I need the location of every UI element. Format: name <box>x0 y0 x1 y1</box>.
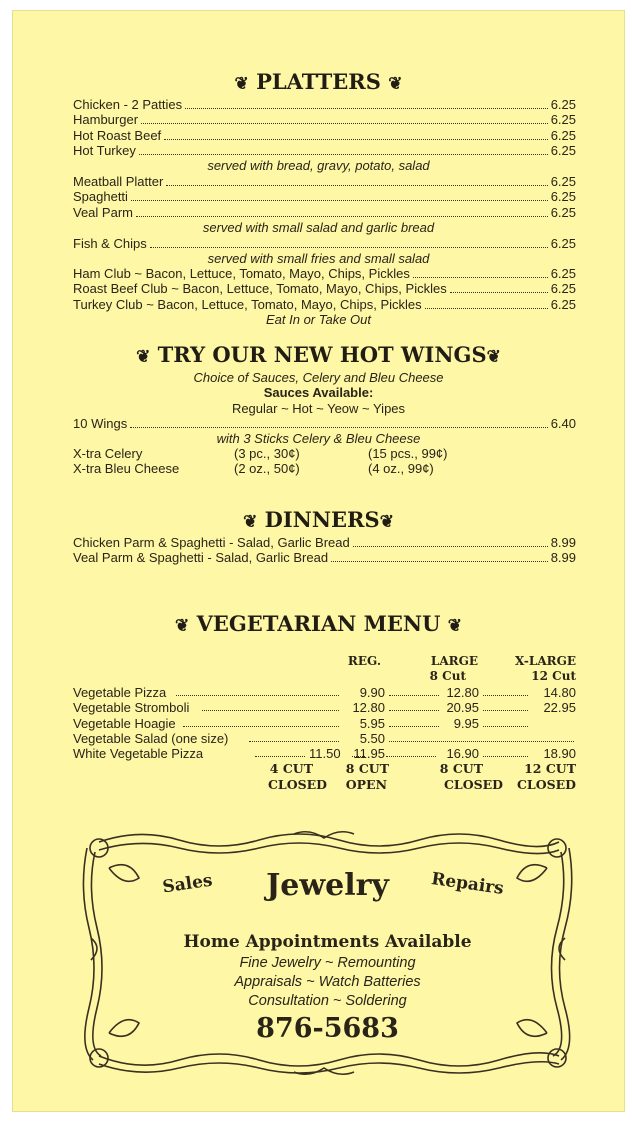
cut-8b: 8 CUT <box>439 761 483 776</box>
item-name: Hot Roast Beef <box>73 127 162 143</box>
ad-line-3: Consultation ~ Soldering <box>248 993 407 1009</box>
item-price: 6.25 <box>550 127 576 143</box>
item-name: Meatball Platter <box>73 174 164 189</box>
item-name: Chicken - 2 Patties <box>73 97 183 112</box>
item-price: 6.25 <box>550 266 576 281</box>
item-name: Hot Turkey <box>73 143 136 159</box>
jewelry-ad <box>79 828 576 1078</box>
sauces-title: Sauces Available: <box>263 385 374 400</box>
platters-note-c: served with small fries and small salad <box>207 251 430 266</box>
item-price: 6.25 <box>550 97 576 112</box>
item-price: 6.25 <box>550 281 576 297</box>
dinners-heading <box>13 507 624 532</box>
item-name: Ham Club ~ Bacon, Lettuce, Tomato, Mayo, Chips, Pickles <box>73 266 410 281</box>
fleuron-icon: ❦ <box>243 512 258 532</box>
menu-item <box>73 550 576 565</box>
menu-item <box>73 535 576 550</box>
wing-extra-name: X-tra Celery <box>73 446 143 461</box>
status-2: OPEN <box>345 777 387 792</box>
wings-title: TRY OUR NEW HOT WINGS <box>157 342 487 367</box>
platters-heading <box>13 69 624 94</box>
wing-extra-small: (2 oz., 50¢) <box>234 461 300 477</box>
ad-line-2: Appraisals ~ Watch Batteries <box>234 974 421 990</box>
ad-sales: Sales <box>161 870 214 898</box>
menu-item <box>73 266 576 281</box>
item-name: Veal Parm & Spaghetti - Salad, Garlic Bread <box>73 550 329 566</box>
cut-4: 4 CUT <box>269 761 313 776</box>
item-name: Veal Parm <box>73 204 133 220</box>
col-reg: REG. <box>347 654 381 668</box>
item-name: Fish & Chips <box>73 236 147 251</box>
platters-title: PLATTERS <box>256 69 381 94</box>
menu-item <box>73 281 576 296</box>
platters-note-d: Eat In or Take Out <box>265 312 372 327</box>
item-name: Turkey Club ~ Bacon, Lettuce, Tomato, Mayo, Chips, Pickles <box>73 296 422 312</box>
wing-extra-name: X-tra Bleu Cheese <box>73 461 180 477</box>
menu-item <box>73 205 576 220</box>
menu-page <box>12 10 625 1112</box>
item-price: 6.25 <box>550 143 576 159</box>
menu-item <box>73 97 576 112</box>
menu-item <box>73 112 576 127</box>
menu-item <box>73 143 576 158</box>
table-row: Vegetable Hoagie 5.95 9.95 <box>73 716 576 731</box>
col-large: LARGE <box>430 654 478 668</box>
fleuron-icon: ❦ <box>379 512 394 532</box>
wing-extra-small: (3 pc., 30¢) <box>234 446 300 461</box>
fleuron-icon: ❦ <box>486 347 501 367</box>
ad-phone: 876-5683 <box>256 1013 399 1044</box>
item-price: 6.25 <box>550 174 576 189</box>
menu-item <box>73 174 576 189</box>
fleuron-icon: ❦ <box>234 74 249 94</box>
col-xlarge-sub: 12 Cut <box>531 669 576 683</box>
item-name: Hamburger <box>73 112 139 128</box>
vegetarian-title: VEGETARIAN MENU <box>196 611 441 636</box>
dinners-title: DINNERS <box>264 507 380 532</box>
item-name: Spaghetti <box>73 189 128 205</box>
menu-item: 10 Wings 6.40 <box>73 416 576 431</box>
wing-extra-large: (15 pcs., 99¢) <box>368 446 448 461</box>
fleuron-icon: ❦ <box>175 616 190 636</box>
cut-8a: 8 CUT <box>345 761 389 776</box>
item-price: 8.99 <box>550 535 576 550</box>
menu-item <box>73 189 576 204</box>
menu-item <box>73 128 576 143</box>
col-xlarge: X-LARGE <box>515 654 576 668</box>
cut-12: 12 CUT <box>524 761 576 776</box>
menu-item <box>73 236 576 251</box>
wings-choice: Choice of Sauces, Celery and Bleu Cheese <box>193 370 444 385</box>
item-name: Roast Beef Club ~ Bacon, Lettuce, Tomato, Mayo, Chips, Pickles <box>73 281 447 297</box>
col-large-sub: 8 Cut <box>429 669 466 683</box>
item-price: 6.25 <box>550 189 576 205</box>
ad-subtitle: Home Appointments Available <box>183 932 472 952</box>
wings-note: with 3 Sticks Celery & Bleu Cheese <box>216 431 421 446</box>
fleuron-icon: ❦ <box>136 347 151 367</box>
item-price: 6.25 <box>550 112 576 128</box>
platters-note-a: served with bread, gravy, potato, salad <box>207 158 430 173</box>
fleuron-icon: ❦ <box>447 616 462 636</box>
ad-repairs: Repairs <box>430 869 505 899</box>
table-row: Vegetable Stromboli 12.80 20.95 22.95 <box>73 700 576 716</box>
item-price: 6.25 <box>550 236 576 251</box>
sauces-list: Regular ~ Hot ~ Yeow ~ Yipes <box>231 401 406 416</box>
table-row: White Vegetable Pizza 11.50 11.95 16.90 18.90 <box>73 746 576 761</box>
ad-title: Jewelry <box>266 868 389 903</box>
item-price: 8.99 <box>550 550 576 566</box>
wings-heading <box>13 342 624 367</box>
status-4: CLOSED <box>516 777 576 792</box>
status-3: CLOSED <box>443 777 503 792</box>
status-1: CLOSED <box>267 777 327 792</box>
table-row: Vegetable Salad (one size) 5.50 <box>73 731 576 746</box>
item-price: 6.25 <box>550 296 576 312</box>
vegetarian-heading <box>13 611 624 636</box>
fleuron-icon: ❦ <box>388 74 403 94</box>
menu-item <box>73 297 576 312</box>
item-name: Chicken Parm & Spaghetti - Salad, Garlic Bread <box>73 535 350 550</box>
item-price: 6.25 <box>550 204 576 220</box>
wing-extra-large: (4 oz., 99¢) <box>368 461 434 477</box>
platters-note-b: served with small salad and garlic bread <box>202 220 435 235</box>
table-row: Vegetable Pizza 9.90 12.80 14.80 <box>73 685 576 700</box>
ad-line-1: Fine Jewelry ~ Remounting <box>239 955 416 971</box>
